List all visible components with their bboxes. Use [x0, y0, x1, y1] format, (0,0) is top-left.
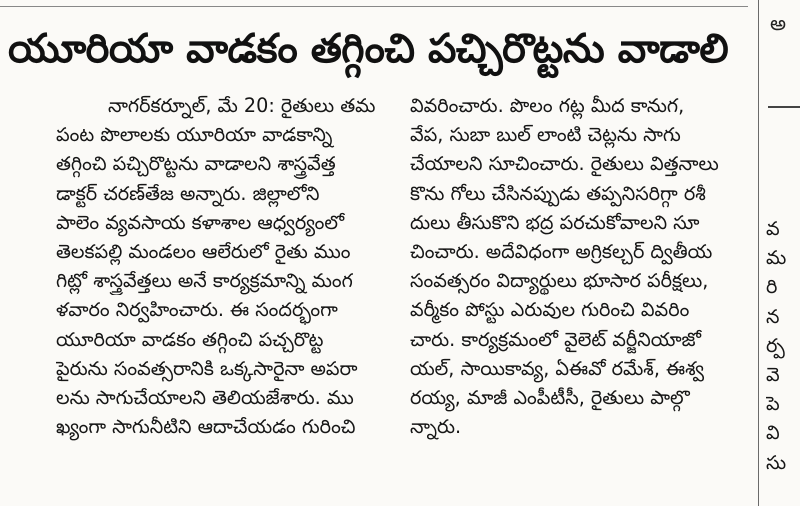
text-line: తెలకపల్లి మండలం ఆలేరులో రైతు ముం [56, 239, 351, 263]
text-line: ర్ప [766, 333, 785, 357]
text-line: యల్, సాయికావ్య, ఏఈవో రమేశ్, ఈశ్వ [410, 356, 704, 380]
text-line: లను సాగుచేయాలని తెలియజేశారు. ము [56, 385, 354, 409]
adjacent-article-column [766, 214, 800, 477]
article-column-middle [410, 91, 748, 441]
text-line: న్నారు. [410, 415, 462, 439]
article-column-left [56, 91, 390, 441]
adjacent-article-fragment: అ [770, 11, 786, 35]
text-line: చేయాలని సూచించారు. రైతులు విత్తనాలు [410, 152, 719, 176]
text-line: వర్మీకం పోస్టు ఎరువుల గురించి వివరిం [410, 298, 690, 322]
text-line: గిట్లో శాస్త్రవేత్తలు అనే కార్యక్రమాన్ని మంగ [56, 269, 353, 293]
text-line: చించారు. అదేవిధంగా అగ్రికల్చర్ ద్వితీయ [410, 239, 713, 263]
text-line: పాలెం వ్యవసాయ కళాశాల ఆధ్వర్యంలో [56, 210, 345, 234]
text-line: వివరించారు. పొలం గట్ల మీద కానుగ, [410, 94, 685, 117]
text-line: కొను గోలు చేసినప్పుడు తప్పనిసరిగ్గా రశీ [410, 181, 706, 205]
text-line: పె [766, 392, 780, 416]
text-line: రి [766, 275, 778, 299]
column-divider [758, 0, 759, 506]
text-line: తగ్గించి పచ్చిరొట్టను వాడాలని శాస్త్రవేత్త [56, 152, 336, 176]
text-line: వె [766, 362, 780, 386]
article-headline: యూరియా వాడకం తగ్గించి పచ్చిరొట్టను వాడాలి [8, 26, 729, 72]
text-line: డాక్టర్ చరణ్‌తేజ అన్నారు. జిల్లాలోని [56, 181, 320, 205]
text-line: ళవారం నిర్వహించారు. ఈ సందర్భంగా [56, 298, 338, 322]
text-line: యూరియా వాడకం తగ్గించి పచ్చరొట్ట [56, 327, 324, 351]
text-line: వ [766, 217, 780, 240]
text-line: వేప, సుబా బుల్ లాంటి చెట్లను సాగు [410, 123, 681, 147]
adjacent-article-rule [768, 106, 800, 108]
text-line: సంవత్సరం విద్యార్థులు భూసార పరీక్షలు, [410, 269, 709, 293]
top-rule [0, 6, 748, 7]
text-line: సు [766, 450, 787, 474]
text-line: పంట పొలాలకు యూరియా వాడకాన్ని [56, 123, 333, 147]
text-line: చారు. కార్యక్రమంలో వైలెట్ వర్జీనియాజో [410, 327, 702, 351]
text-line: రయ్య, మాజీ ఎంపీటీసీ, రైతులు పాల్గొ [410, 385, 690, 409]
text-line: నాగర్‌కర్నూల్, మే 20: రైతులు తమ [108, 94, 376, 117]
text-line: దులు తీసుకొని భద్ర పరచుకోవాలని సూ [410, 210, 700, 234]
text-line: మ [766, 246, 787, 270]
text-line: పైరును సంవత్సరానికి ఒక్కసారైనా అపరా [56, 356, 358, 380]
text-line: వి [766, 421, 780, 445]
text-line: న [766, 304, 780, 328]
text-line: ఖ్యంగా సాగునీటిని ఆదాచేయడం గురించి [56, 415, 356, 439]
